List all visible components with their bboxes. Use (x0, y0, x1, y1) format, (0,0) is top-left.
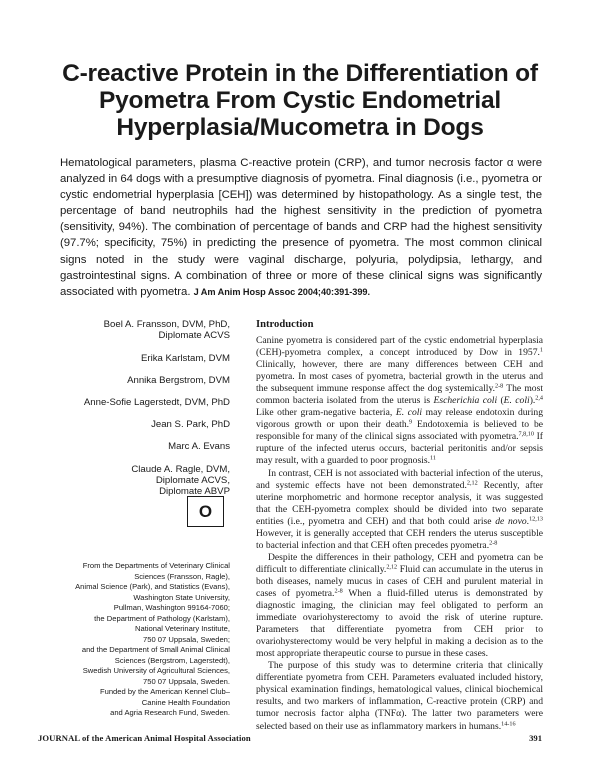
affiliation-line: From the Departments of Veterinary Clinical (82, 561, 230, 570)
author-entry (40, 319, 230, 342)
article-type-badge: O (187, 496, 224, 527)
author-entry (40, 441, 230, 452)
author-name: Erika Karlstam, DVM (140, 352, 230, 364)
author-entry (40, 353, 230, 364)
affiliation-line: 750 07 Uppsala, Sweden. (143, 676, 230, 686)
author-name: Marc A. Evans (168, 441, 230, 453)
title-line-1: C-reactive Protein in the Differentiation of (62, 60, 538, 87)
abstract-citation: J Am Anim Hosp Assoc 2004;40:391-399. (193, 286, 370, 297)
author-name: Anne-Sofie Lagerstedt, DVM, PhD (83, 397, 230, 409)
author-degree: Diplomate ABVP (159, 486, 230, 498)
abstract (60, 155, 542, 300)
article-title (40, 60, 560, 141)
page-number: 391 (529, 733, 542, 743)
author-entry (40, 419, 230, 430)
title-line-2: Pyometra From Cystic Endometrial (98, 87, 502, 114)
funding-note (30, 687, 230, 719)
intro-paragraph-3: Despite the differences in their pathology, CEH and pyometra can be difficult to differentiate clinically.$^{2,12}$ Fluid can accumulate in the uterus in both diseases, namely mucus in cases of CEH and purulent material in cases of pyometra.$^{2-8}$ When a fluid-filled uterus is demonstrated by diagnostic imaging, the clinician may feel obligated to perform an immediate ovariohysterectomy to avoid the risk of uterine rupture. Parameters that differentiate pyometra from CEH prior to ovariohysterectomy would be very helpful in making a decision as to the most appropriate therapeutic course to pursue in these cases. (256, 551, 543, 660)
author-entry (40, 375, 230, 386)
affiliation-line: and the Department of Small Animal Clinical (81, 645, 230, 654)
intro-paragraph-4: The purpose of this study was to determine criteria that clinically differentiate pyometra from CEH. Parameters evaluated included history, physical examination findings, hematological values, clinical biochemical results, and two markers of inflammation, C-reactive protein (CRP) and tumor necrosis factor alpha (TNFα). The latter two parameters were selected based on their use as inflammatory markers in humans.$^{14-16}$ (256, 660, 543, 732)
funding-line: and Agria Research Fund, Sweden. (110, 708, 230, 717)
author-degree: Diplomate ACVS (158, 330, 230, 342)
author-name: Boel A. Fransson, DVM, PhD, (103, 319, 230, 330)
affiliation-line: Swedish University of Agricultural Sciences, (82, 666, 230, 675)
intro-paragraph-2: In contrast, CEH is not associated with bacterial infection of the uterus, and systemic effects have not been demonstrated.$^{2,12}$ Recently, after uterine morphometric and hormone receptor analysis, it was suggested that the CEH-pyometra complex should be divided into two separate entities (i.e., pyometra and CEH) and that both could arise de novo.$^{12,13}$ However, it is generally accepted that CEH renders the uterus susceptible to bacterial infection and that CEH often precedes pyometra.$^{2-8}$ (256, 467, 543, 551)
funding-line: Canine Health Foundation (141, 697, 230, 707)
affiliation-line: the Department of Pathology (Karlstam), (94, 613, 230, 623)
affiliation-line: Pullman, Washington 99164-7060; (113, 603, 230, 612)
funding-line: Funded by the American Kennel Club– (99, 687, 230, 696)
author-name: Jean S. Park, PhD (151, 419, 230, 431)
intro-paragraph-1: Canine pyometra is considered part of the cystic endometrial hyperplasia (CEH)-pyometra complex, a concept introduced by Dow in 1957.$^1$ Clinically, however, there are many differences between CEH and pyometra. In most cases of pyometra, bacterial growth in the uterus and the subsequent immune response affect the dog systemically.$^{2-8}$ The most common bacteria isolated from the uterus is Escherichia coli (E. coli).$^{2,4}$ Like other gram-negative bacteria, E. coli may release endotoxin during vigorous growth or upon their death.$^9$ Endotoxemia is believed to be responsible for many of the clinical signs associated with pyometra.$^{7,8,10}$ If rupture of the infected uterus occurs, bacterial peritonitis and/or sepsis may result, with a guarded to poor prognosis.$^{11}$ (256, 335, 544, 467)
affiliation-line: 750 07 Uppsala, Sweden; (143, 634, 230, 644)
affiliation-line: National Veterinary Institute, (135, 624, 230, 633)
author-name: Claude A. Ragle, DVM, (131, 463, 230, 475)
author-list (40, 319, 230, 509)
author-degree: Diplomate ACVS, (155, 475, 230, 487)
author-entry (40, 464, 230, 498)
affiliation-line: Sciences (Fransson, Ragle), (134, 571, 230, 581)
author-entry (40, 397, 230, 408)
abstract-text: Hematological parameters, plasma C-reactive protein (CRP), and tumor necrosis factor α were analyzed in 64 dogs with a presumptive diagnosis of pyometra. Final diagnosis (i.e., pyometra or cystic endometrial hyperplasia [CEH]) was determined by histopathology. As a single test, the percentage of band neutrophils had the highest sensitivity in the prediction of pyometra (sensitivity, 94%). The combination of percentage of bands and CRP had the highest sensitivity (97.7%; specificity, 75%) in predicting the presence of pyometra. The most common clinical signs noted in the study were vaginal discharge, polyuria, polydipsia, lethargy, and gastrointestinal signs. A combination of three or more of these clinical signs was significantly associated with pyometra. (60, 157, 542, 298)
title-line-3: Hyperplasia/Mucometra in Dogs (116, 114, 484, 141)
journal-footer: JOURNAL of the American Animal Hospital Association (38, 733, 251, 743)
introduction-heading: Introduction (256, 319, 314, 330)
affiliations (30, 561, 230, 687)
introduction-section (256, 319, 543, 733)
affiliation-line: Washington State University, (133, 592, 230, 602)
affiliation-line: Sciences (Bergstrom, Lagerstedt), (114, 655, 230, 665)
affiliation-line: Animal Science (Park), and Statistics (Evans), (75, 582, 230, 591)
author-name: Annika Bergstrom, DVM (127, 374, 230, 386)
